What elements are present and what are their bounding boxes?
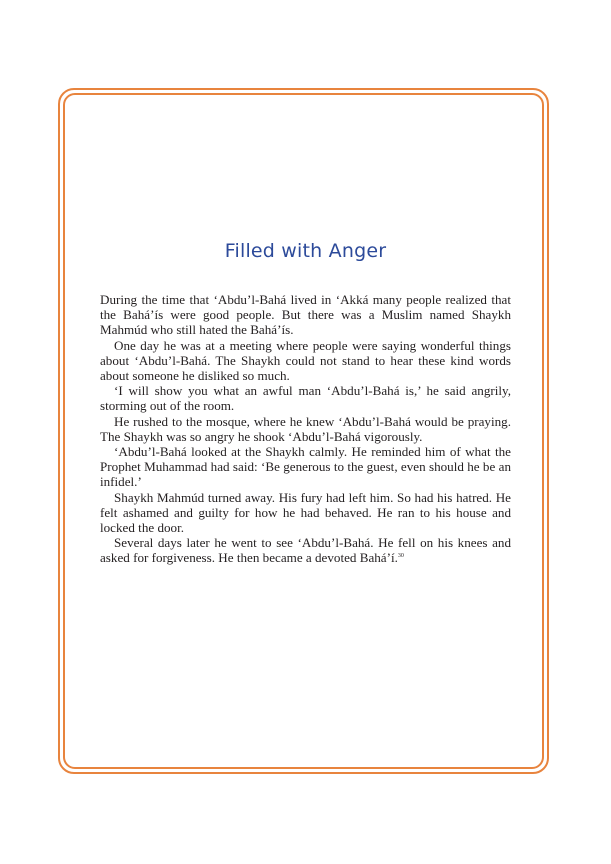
story-body xyxy=(100,292,511,566)
footnote-ref: 30 xyxy=(397,553,404,560)
paragraph-7-text: Several days later he went to see ‘Abdu’l-Bahá. He fell on his knees and asked for forgiveness. He then became a devoted Bahá’í. xyxy=(100,535,511,566)
paragraph-2: One day he was at a meeting where people were saying wonderful things about ‘Abdu’l-Bahá. The Shaykh could not stand to hear these kind words about someone he disliked so much. xyxy=(100,337,511,384)
paragraph-3: ‘I will show you what an awful man ‘Abdu’l-Bahá is,’ he said angrily, storming out of the room. xyxy=(100,383,511,414)
paragraph-5: ‘Abdu’l-Bahá looked at the Shaykh calmly. He reminded him of what the Prophet Muhammad had said: ‘Be generous to the guest, even should he be an infidel.’ xyxy=(100,444,511,490)
paragraph-4: He rushed to the mosque, where he knew ‘Abdu’l-Bahá would be praying. The Shaykh was so angry he shook ‘Abdu’l-Bahá vigorously. xyxy=(100,413,511,444)
paragraph-6: Shaykh Mahmúd turned away. His fury had left him. So had his hatred. He felt ashamed and guilty for how he had behaved. He ran to his house and locked the door. xyxy=(100,489,511,536)
page-title: Filled with Anger xyxy=(224,240,387,262)
paragraph-7 xyxy=(100,535,511,565)
paragraph-1: During the time that ‘Abdu’l-Bahá lived in ‘Akká many people realized that the Bahá’ís were good people. But there was a Muslim named Shaykh Mahmúd who still hated the Bahá’ís. xyxy=(100,292,511,338)
